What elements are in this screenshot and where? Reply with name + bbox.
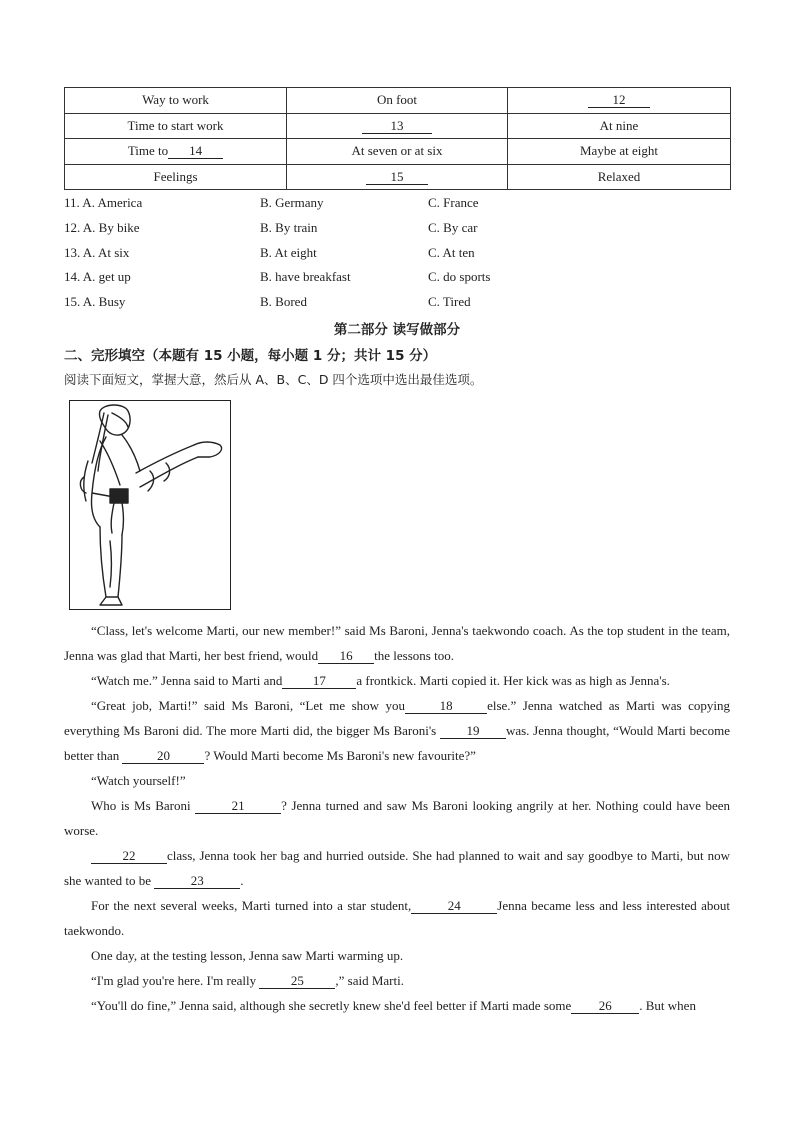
option-b: B. Bored xyxy=(260,294,307,309)
answer-blank-21: 21 xyxy=(195,799,281,814)
answer-blank-23: 23 xyxy=(154,874,240,889)
section-title: 第二部分 读写做部分 xyxy=(333,322,461,338)
info-table xyxy=(64,87,731,190)
table-cell: Time to start work xyxy=(65,113,287,139)
table-cell xyxy=(287,113,508,139)
option-a: 11. A. America xyxy=(64,195,143,210)
answer-blank-15: 15 xyxy=(366,170,428,185)
option-c: C. Tired xyxy=(428,294,471,309)
option-b: B. By train xyxy=(260,220,318,235)
table-cell: Maybe at eight xyxy=(508,139,731,165)
option-c: C. do sports xyxy=(428,269,491,284)
passage-paragraph: “Class, let's welcome Marti, our new member!” said Ms Baroni, Jenna's taekwondo coach. As the top student in the team, Jenna was glad that Marti, her best friend, would 16 the lessons too. xyxy=(64,623,730,663)
table-row xyxy=(65,164,731,190)
answer-blank-24: 24 xyxy=(411,899,497,914)
answer-blank-18: 18 xyxy=(405,699,487,714)
table-cell xyxy=(508,88,731,114)
taekwondo-kick-illustration xyxy=(69,400,231,610)
table-cell: Feelings xyxy=(65,164,287,190)
table-cell: Relaxed xyxy=(508,164,731,190)
instruction-text: 阅读下面短文，掌握大意，然后从 A、B、C、D 四个选项中选出最佳选项。 xyxy=(64,372,483,387)
option-b: B. At eight xyxy=(260,245,317,260)
answer-blank-20: 20 xyxy=(122,749,204,764)
option-c: C. By car xyxy=(428,220,478,235)
table-cell: At seven or at six xyxy=(287,139,508,165)
option-b: B. have breakfast xyxy=(260,269,351,284)
answer-blank-16: 16 xyxy=(318,649,374,664)
passage-paragraph: “Great job, Marti!” said Ms Baroni, “Let me show you 18 else.” Jenna watched as Marti was copying everything Ms Baroni did. The more Marti did, the bigger Ms Baroni's 19 was. Jenna thought, “Would Marti become better than 20 ? Would Marti become Ms Baroni's new favourite?” xyxy=(64,698,730,763)
table-cell: At nine xyxy=(508,113,731,139)
option-a: 15. A. Busy xyxy=(64,294,126,309)
cell-prefix: Time to xyxy=(127,143,169,159)
table-cell: Way to work xyxy=(65,88,287,114)
option-a: 12. A. By bike xyxy=(64,220,140,235)
answer-blank-26: 26 xyxy=(571,999,639,1014)
passage-paragraph: “Watch yourself!” xyxy=(91,773,186,788)
answer-blank-25: 25 xyxy=(259,974,335,989)
option-c: C. France xyxy=(428,195,479,210)
answer-blank-12: 12 xyxy=(588,93,650,108)
answer-blank-22: 22 xyxy=(91,849,167,864)
part-title: 二、完形填空（本题有 15 小题，每小题 1 分；共计 15 分） xyxy=(64,348,437,364)
table-cell: On foot xyxy=(287,88,508,114)
passage-paragraph: Who is Ms Baroni 21 ? Jenna turned and saw Ms Baroni looking angrily at her. Nothing could have been worse. xyxy=(64,798,730,838)
table-cell xyxy=(65,139,287,165)
answer-blank-19: 19 xyxy=(440,724,506,739)
taekwondo-kick-icon xyxy=(70,401,230,609)
table-row xyxy=(65,139,731,165)
option-a: 14. A. get up xyxy=(64,269,131,284)
answer-blank-17: 17 xyxy=(282,674,356,689)
passage-paragraph: 22 class, Jenna took her bag and hurried outside. She had planned to wait and say goodbye to Marti, but now she wanted to be 23 . xyxy=(64,848,730,888)
answer-blank-13: 13 xyxy=(362,119,432,134)
passage-paragraph: For the next several weeks, Marti turned into a star student, 24 Jenna became less and less interested about taekwondo. xyxy=(64,898,731,938)
cloze-passage xyxy=(64,618,730,1018)
table-row xyxy=(65,88,731,114)
passage-paragraph: “You'll do fine,” Jenna said, although she secretly knew she'd feel better if Marti made some 26 . But when xyxy=(91,998,696,1013)
passage-paragraph: “I'm glad you're here. I'm really 25 ,” said Marti. xyxy=(91,973,404,988)
passage-paragraph: One day, at the testing lesson, Jenna saw Marti warming up. xyxy=(91,948,404,963)
option-a: 13. A. At six xyxy=(64,245,130,260)
passage-paragraph: “Watch me.” Jenna said to Marti and 17 a frontkick. Marti copied it. Her kick was as high as Jenna's. xyxy=(91,673,670,688)
table-cell xyxy=(287,164,508,190)
answer-blank-14: 14 xyxy=(168,144,223,159)
option-c: C. At ten xyxy=(428,245,475,260)
option-b: B. Germany xyxy=(260,195,324,210)
table-row xyxy=(65,113,731,139)
